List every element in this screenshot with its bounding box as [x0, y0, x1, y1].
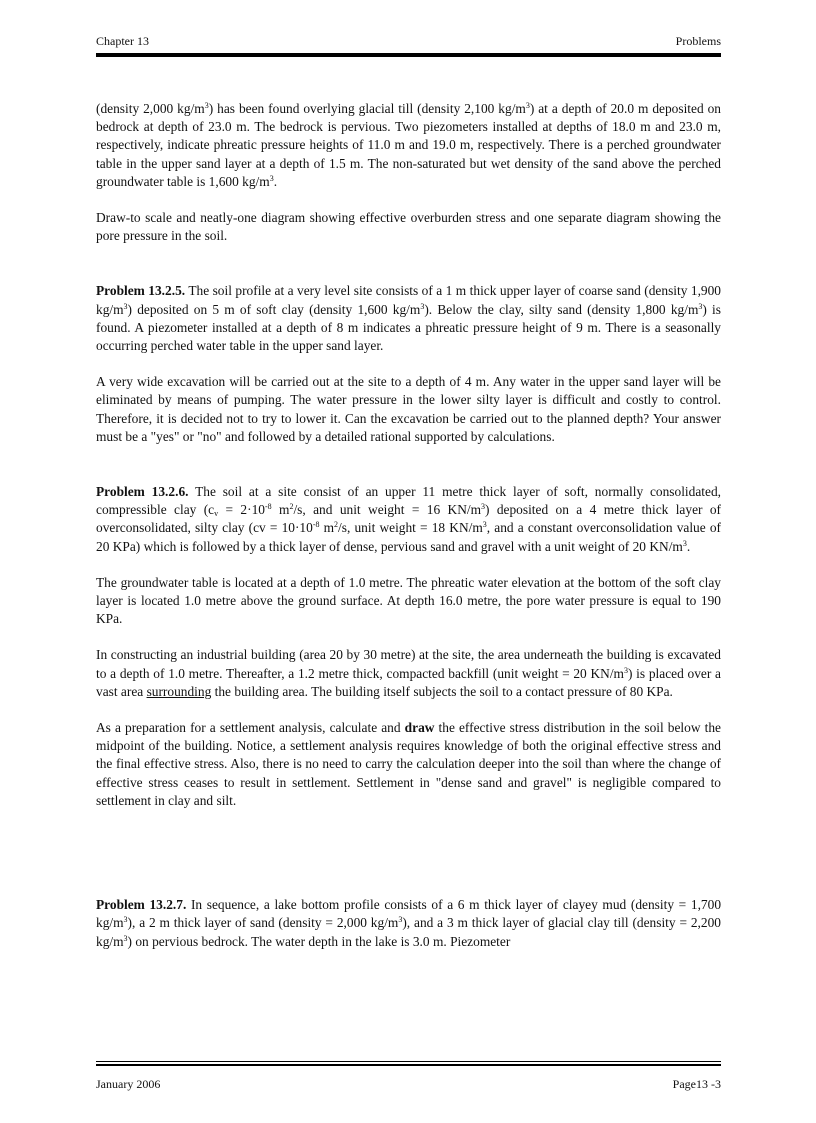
paragraph-building: In constructing an industrial building (area 20 by 30 metre) at the site, the area underneath the building is excavated to a depth of 1.0 metre. Thereafter, a 1.2 metre thick, compacted backfill (unit weight = 20 $KN/m^3$) is placed over a vast area surrounding the building area. The building itself subjects the soil to a contact pressure of 80 KPa. — [96, 647, 721, 699]
paragraph-draw-instruction: Draw-to scale and neatly-one diagram showing effective overburden stress and one separate diagram showing the pore pressure in the soil. — [96, 210, 721, 244]
problem-13-2-6: Problem 13.2.6. The soil at a site consist of an upper 11 metre thick layer of soft, normally consolidated, compressible clay ($c_v = 2\cdot 10^{-8}$ $m^2/s$, and unit weight = 16 $KN/m^3$) deposited on a 4 metre thick layer of overconsolidated, silty clay ($cv = 10\cdot 10^{-8}$ $m^2/s$, unit weight = 18 $KN/m^3$, and a constant overconsolidation value of 20 KPa) which is followed by a thick layer of dense, pervious sand and gravel with a unit weight of 20 $KN/m^3$. — [96, 484, 722, 554]
problem-title: Problem 13.2.6. — [96, 484, 189, 500]
header-chapter: Chapter 13 — [96, 34, 149, 48]
footer-rule-thick — [96, 1064, 721, 1066]
header-section: Problems — [675, 34, 721, 48]
problem-title: Problem 13.2.5. — [96, 283, 186, 299]
problem-13-2-7: Problem 13.2.7. In sequence, a lake bottom profile consists of a 6 m thick layer of clayey mud (density = 1,700 $kg/m^3$), a 2 m thick layer of sand (density = 2,000 $kg/m^3$), and a 3 m thick layer of glacial clay till (density = 2,200 $kg/m^3$) on pervious bedrock. The water depth in the lake is 3.0 m. Piezometer — [96, 897, 722, 949]
paragraph-excavation: A very wide excavation will be carried out at the site to a depth of 4 m. Any water in the upper sand layer will be eliminated by means of pumping. The water pressure in the lower silty layer is difficult and costly to control. Therefore, it is decided not to try to lower it. Can the excavation be carried out to the planned depth? Your answer must be a "yes" or "no" and followed by a detailed rational supported by calculations. — [96, 374, 721, 444]
problem-title: Problem 13.2.7. — [96, 897, 187, 913]
paragraph-settlement: As a preparation for a settlement analysis, calculate and draw the effective stress distribution in the soil below the midpoint of the building. Notice, a settlement analysis requires knowledge of both the original effective stress and the final effective stress. Also, there is no need to carry the calculation deeper into the soil than where the change of effective stress ceases to result in settlement. Settlement in "dense sand and gravel" is negligible compared to settlement in clay and silt. — [96, 720, 721, 808]
header-rule — [96, 53, 721, 57]
footer-rule-thin — [96, 1061, 721, 1062]
paragraph-continuation: (density 2,000 $kg/m^3$) has been found overlying glacial till (density 2,100 $kg/m^3$) at a depth of 20.0 m deposited on bedrock at depth of 23.0 m. The bedrock is pervious. Two piezometers installed at depths of 18.0 m and 23.0 m, respectively, indicate phreatic pressure heights of 11.0 m and 19.0 m, respectively. There is a perched groundwater table in the upper sand layer at a depth of 1.5 m. The non-saturated but wet density of the sand above the perched groundwater table is 1,600 $kg/m^3$. — [96, 101, 722, 189]
page-body — [96, 100, 721, 951]
paragraph-groundwater: The groundwater table is located at a depth of 1.0 metre. The phreatic water elevation at the bottom of the soft clay layer is located 1.0 metre above the ground surface. At depth 16.0 metre, the pore water pressure is equal to 190 KPa. — [96, 574, 721, 627]
footer-date: January 2006 — [96, 1077, 161, 1091]
footer-page-number: Page13 -3 — [672, 1077, 721, 1091]
problem-13-2-5: Problem 13.2.5. The soil profile at a very level site consists of a 1 m thick upper layer of coarse sand (density 1,900 $kg/m^3$) deposited on 5 m of soft clay (density 1,600 $kg/m^3$). Below the clay, silty sand (density 1,800 $kg/m^3$) is found. A piezometer installed at a depth of 8 m indicates a phreatic pressure height of 9 m. There is a seasonally occurring perched water table in the upper sand layer. — [96, 283, 721, 354]
